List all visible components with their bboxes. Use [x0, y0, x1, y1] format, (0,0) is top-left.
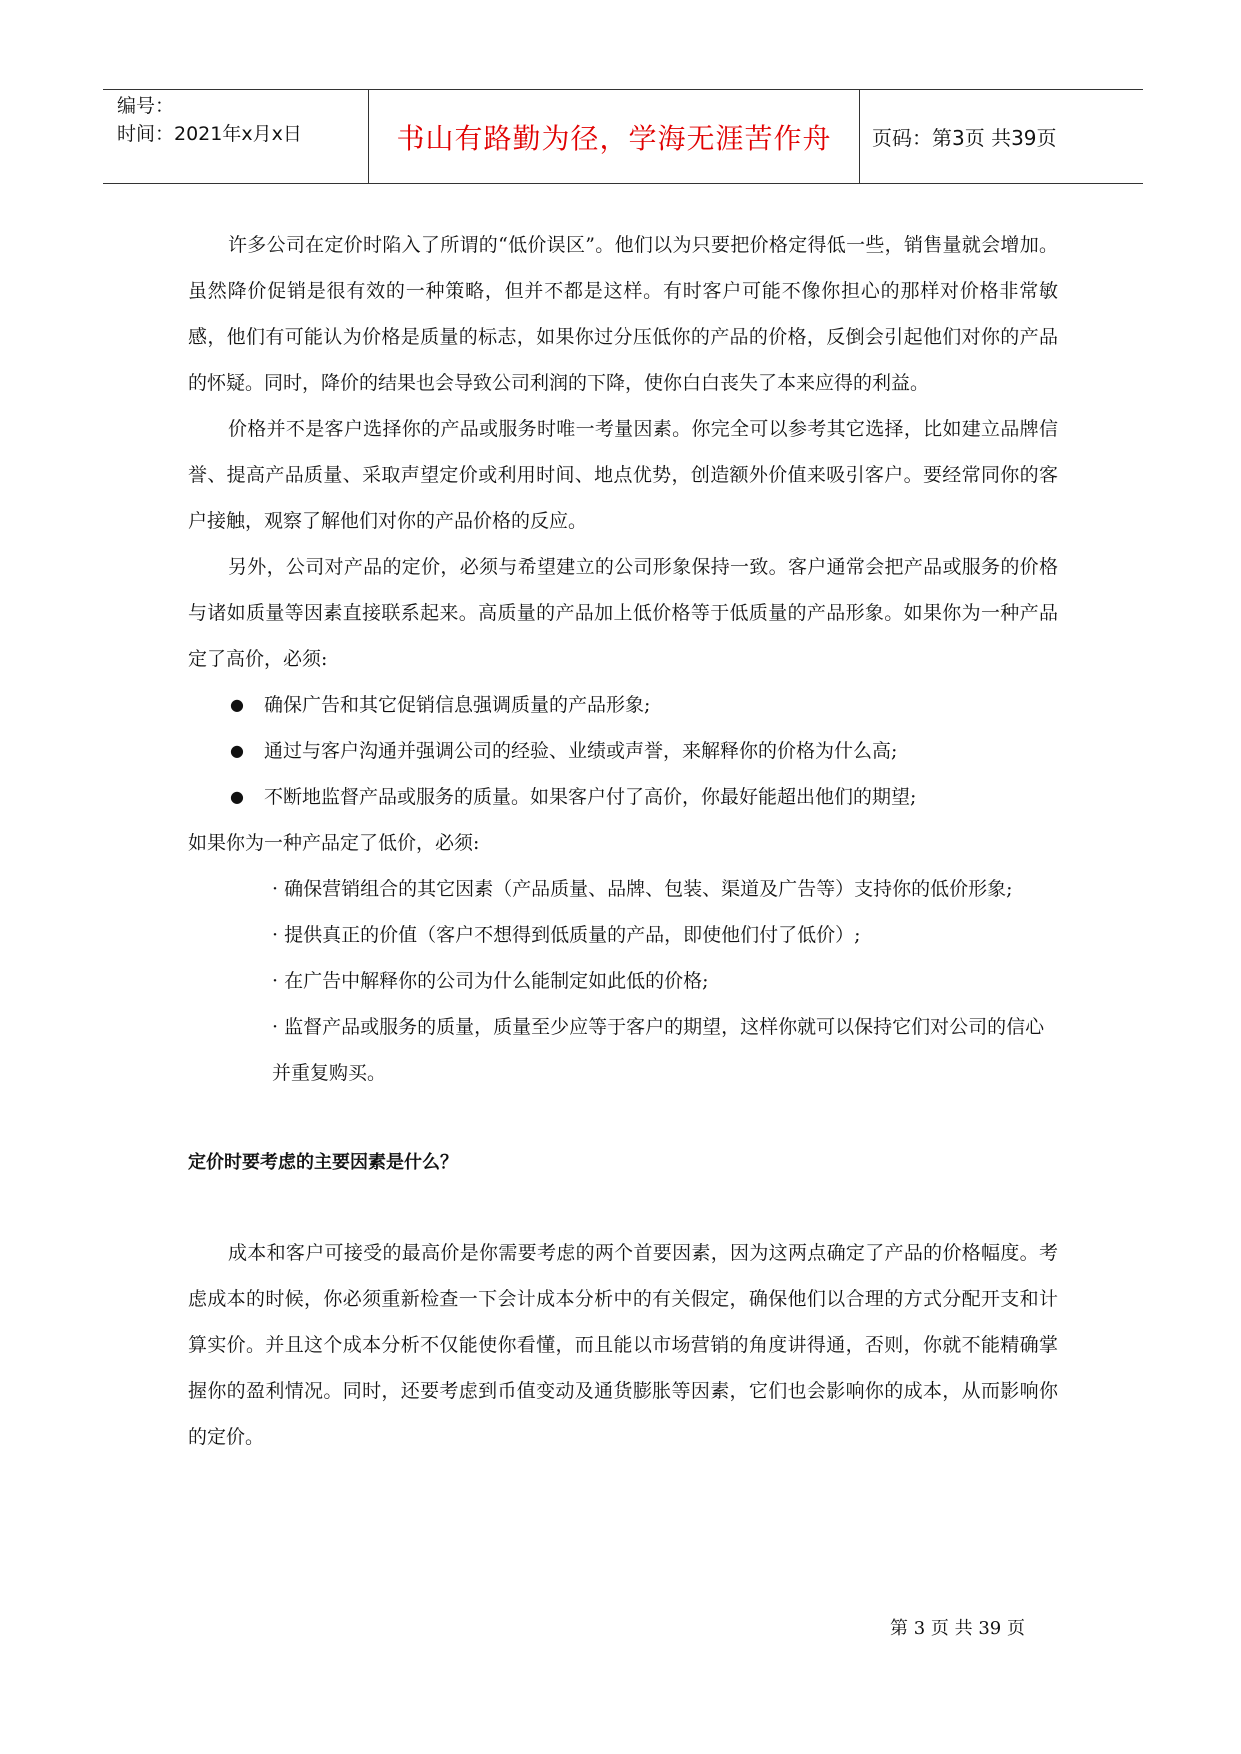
- paragraph: 另外，公司对产品的定价，必须与希望建立的公司形象保持一致。客户通常会把产品或服务的价格与诸如质量等因素直接联系起来。高质量的产品加上低价格等于低质量的产品形象。如果你为一种产品定了高价，必须:: [188, 556, 1058, 670]
- bullet-item: [188, 728, 1058, 774]
- document-body: [188, 222, 1058, 1460]
- document-header: [103, 89, 1143, 184]
- section-heading: 定价时要考虑的主要因素是什么？: [188, 1152, 458, 1173]
- bullet-text: 确保广告和其它促销信息强调质量的产品形象;: [264, 694, 651, 716]
- bullet-text: 不断地监督产品或服务的质量。如果客户付了高价，你最好能超出他们的期望;: [264, 786, 917, 808]
- bullet-dot-icon: ●: [230, 695, 244, 714]
- low-price-intro: 如果你为一种产品定了低价，必须:: [188, 832, 480, 854]
- paragraph: 成本和客户可接受的最高价是你需要考虑的两个首要因素，因为这两点确定了产品的价格幅度。考虑成本的时候，你必须重新检查一下会计成本分析中的有关假定，确保他们以合理的方式分配开支和计算实价。并且这个成本分析不仅能使你看懂，而且能以市场营销的角度讲得通，否则，你就不能精确掌握你的盈利情况。同时，还要考虑到币值变动及通货膨胀等因素，它们也会影响你的成本，从而影响你的定价。: [188, 1242, 1058, 1448]
- paragraph: 许多公司在定价时陷入了所谓的“低价误区”。他们以为只要把价格定得低一些，销售量就会增加。虽然降价促销是很有效的一种策略，但并不都是这样。有时客户可能不像你担心的那样对价格非常敏感，他们有可能认为价格是质量的标志，如果你过分压低你的产品的价格，反倒会引起他们对你的产品的怀疑。同时，降价的结果也会导致公司利润的下降，使你白白丧失了本来应得的利益。: [188, 234, 1058, 394]
- doc-time-label: 时间：2021年x月x日: [117, 123, 302, 145]
- bullet-item: [188, 682, 1058, 728]
- bullet-item: [188, 774, 1058, 820]
- bullet-dot-icon: ●: [230, 787, 244, 806]
- spacer: [188, 1186, 1058, 1230]
- page-footer: 第 3 页 共 39 页: [890, 1618, 1025, 1639]
- sub-item: · 确保营销组合的其它因素（产品质量、品牌、包装、渠道及广告等）支持你的低价形象;: [272, 878, 1013, 900]
- sub-item: · 监督产品或服务的质量，质量至少应等于客户的期望，这样你就可以保持它们对公司的信心并重复购买。: [272, 1016, 1045, 1084]
- doc-number-label: 编号：: [117, 95, 175, 117]
- sub-item: · 提供真正的价值（客户不想得到低质量的产品，即使他们付了低价）;: [272, 924, 861, 946]
- header-page-code: 页码：第3页 共39页: [872, 126, 1057, 150]
- sub-item: · 在广告中解释你的公司为什么能制定如此低的价格;: [272, 970, 709, 992]
- bullet-text: 通过与客户沟通并强调公司的经验、业绩或声誉，来解释你的价格为什么高;: [264, 740, 898, 762]
- header-meta: [117, 92, 367, 148]
- header-motto: 书山有路勤为径，学海无涯苦作舟: [396, 121, 832, 155]
- bullet-dot-icon: ●: [230, 741, 244, 760]
- paragraph: 价格并不是客户选择你的产品或服务时唯一考量因素。你完全可以参考其它选择，比如建立品牌信誉、提高产品质量、采取声望定价或利用时间、地点优势，创造额外价值来吸引客户。要经常同你的客户接触，观察了解他们对你的产品价格的反应。: [188, 418, 1058, 532]
